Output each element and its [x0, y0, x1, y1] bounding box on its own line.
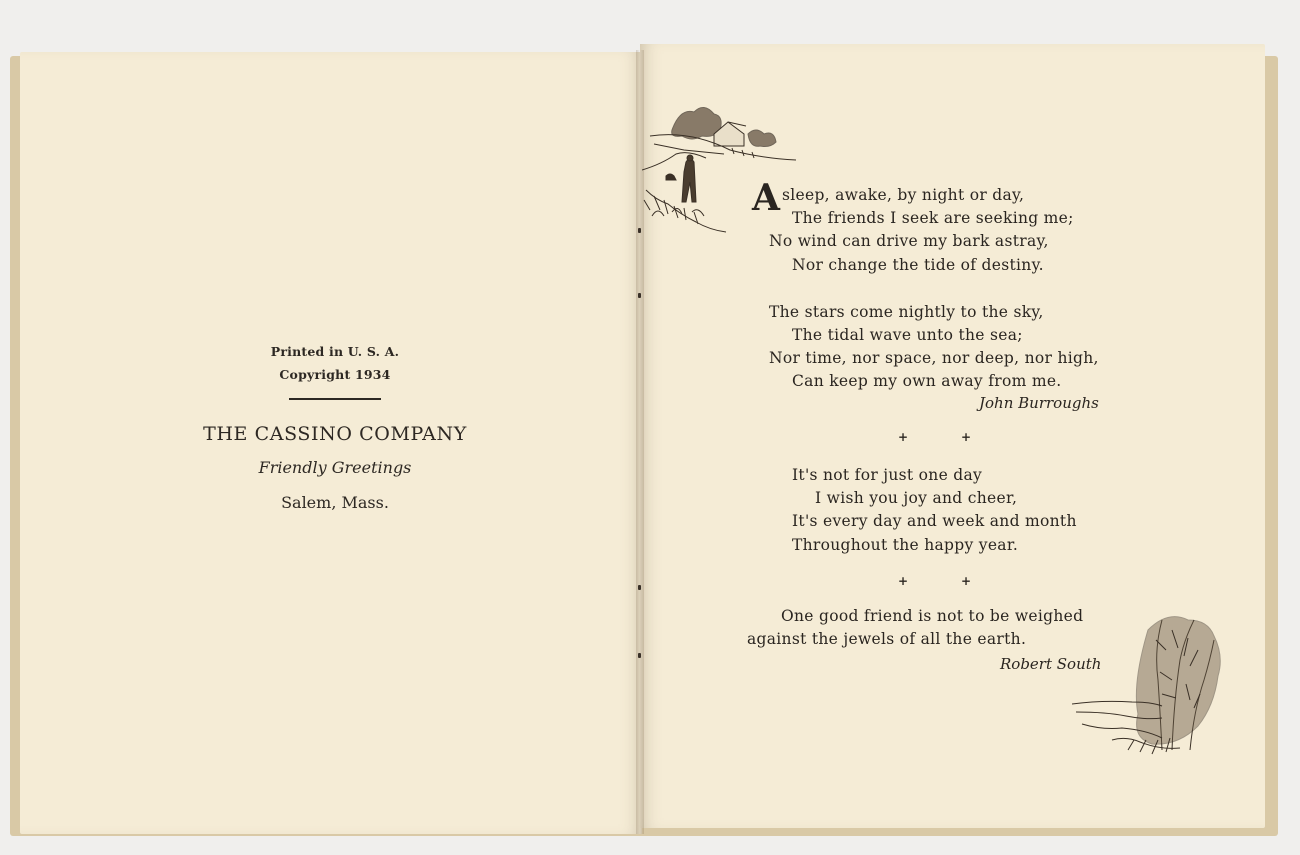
divider-rule: [289, 398, 381, 400]
poem-line: The stars come nightly to the sky,: [769, 303, 1044, 321]
drop-cap: A: [752, 177, 780, 219]
separator-cross: +: [898, 430, 909, 444]
poem-line: The friends I seek are seeking me;: [792, 209, 1074, 227]
tree-landscape-illustration: [1072, 600, 1227, 762]
poem-author: John Burroughs: [979, 394, 1099, 412]
poem-line: It's not for just one day: [792, 466, 983, 484]
poem-line: I wish you joy and cheer,: [815, 489, 1018, 507]
separator-cross: +: [898, 574, 909, 588]
poem-author: Robert South: [1000, 655, 1102, 673]
poem-line: Can keep my own away from me.: [792, 372, 1062, 390]
series-title: Friendly Greetings: [258, 457, 412, 477]
place-name: Salem, Mass.: [281, 492, 389, 512]
company-name: THE CASSINO COMPANY: [203, 422, 467, 445]
poem-line: No wind can drive my bark astray,: [769, 232, 1049, 250]
poem-line: One good friend is not to be weighed: [781, 607, 1084, 625]
separator-cross: +: [961, 430, 972, 444]
printed-in-line: Printed in U. S. A.: [270, 344, 400, 359]
poem-line: It's every day and week and month: [792, 512, 1077, 530]
poem-line: Throughout the happy year.: [792, 536, 1019, 554]
binding-stitch: [638, 228, 641, 233]
poem-line: Nor time, nor space, nor deep, nor high,: [769, 349, 1099, 367]
publisher-imprint: [200, 340, 470, 520]
copyright-line: Copyright 1934: [279, 367, 391, 382]
poem-line: The tidal wave unto the sea;: [792, 326, 1023, 344]
poem-line: sleep, awake, by night or day,: [782, 186, 1025, 204]
separator-cross: +: [961, 574, 972, 588]
binding-stitch: [638, 293, 641, 298]
poem-line: Nor change the tide of destiny.: [792, 256, 1044, 274]
binding-stitch: [638, 653, 641, 658]
poem-line: against the jewels of all the earth.: [747, 630, 1027, 648]
binding-stitch: [638, 585, 641, 590]
